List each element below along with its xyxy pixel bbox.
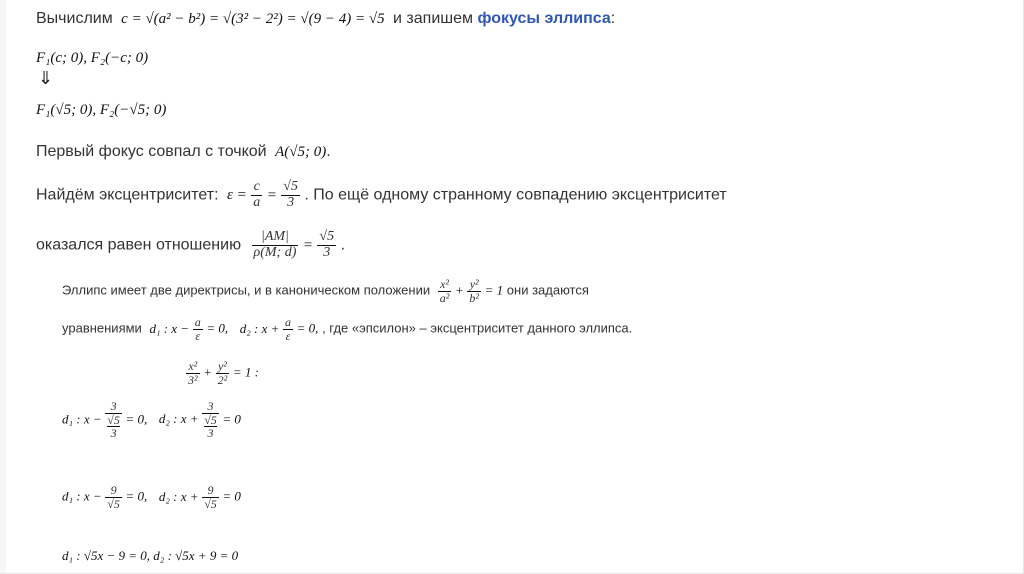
text-first-focus: Первый фокус совпал с точкой: [36, 143, 267, 160]
numerator-3: 3: [105, 400, 122, 414]
inner-denominator-3: 3: [110, 426, 117, 441]
line-first-focus: [36, 143, 331, 161]
text-coincidence: . По ещё одному странному совпадению эксцентриситет: [304, 186, 727, 204]
denominator-sqrt5: √5: [204, 496, 217, 511]
compound-fraction-d2: [202, 400, 219, 440]
formula-foci-general: F₁(c; 0), F₂(−c; 0): [36, 50, 149, 66]
numerator-y2: y²: [216, 360, 230, 374]
numerator-9: 9: [202, 484, 219, 498]
text-where-epsilon: , где «эпсилон» – эксцентриситет данного эллипса.: [322, 320, 633, 336]
denominator-22: 2²: [217, 372, 228, 387]
equals-zero: = 0,: [296, 320, 319, 336]
denominator-a: a: [253, 194, 261, 210]
denominator-eps: ε: [285, 328, 291, 343]
numerator-sqrt5: √5: [319, 229, 335, 244]
denominator-sqrt5-over-3: [105, 414, 122, 440]
plus-sign: +: [454, 282, 464, 298]
fraction-9-over-sqrt5: [202, 484, 219, 510]
equals-one: = 1: [484, 282, 504, 298]
numerator-x2: x²: [186, 360, 200, 374]
fraction-x2-32: [186, 360, 200, 386]
directrix-d2-label: d₂ : x +: [158, 411, 199, 427]
fraction-a-over-eps: [193, 316, 203, 342]
text-compute: Вычислим: [36, 10, 113, 27]
numerator-x2: x²: [438, 278, 452, 292]
text-given-by: они задаются: [506, 282, 589, 298]
formula-point-a: A(√5; 0): [275, 144, 327, 160]
epsilon-symbol: ε =: [226, 187, 247, 204]
text-and-write: и запишем: [393, 10, 473, 27]
denominator-b2: b²: [469, 290, 479, 305]
directrix-d1-label: d₁ : x −: [62, 411, 102, 427]
numerator-y2: y²: [467, 278, 481, 292]
text-equal-to-ratio: оказался равен отношению: [36, 236, 242, 254]
formula-c: c = √(a² − b²) = √(3² − 2²) = √(9 − 4) = √5: [121, 11, 385, 27]
directrix-d1-label: d₁ : x −: [149, 320, 190, 336]
denominator-rho: ρ(M; d): [253, 244, 297, 260]
denominator-3: 3: [287, 194, 295, 210]
line-directrix-equations: [62, 316, 632, 342]
fraction-sqrt5-over-3: [317, 230, 336, 260]
fraction-9-over-sqrt5: [105, 484, 122, 510]
numerator-am: |AM|: [252, 230, 299, 246]
denominator-sqrt5-over-3: [202, 414, 219, 440]
colon: :: [610, 10, 616, 27]
fraction-sqrt5-over-3: [281, 180, 300, 210]
fraction-x2-a2: [438, 278, 452, 304]
numerator-a: a: [285, 315, 292, 329]
directrix-d1-label: d₁ : x −: [62, 488, 102, 504]
directrix-d2-label: d₂ : x +: [239, 320, 280, 336]
numerator-c: c: [251, 180, 262, 196]
equals-zero: = 0,: [206, 320, 229, 336]
fraction-c-over-a: [251, 180, 262, 210]
text-equations: уравнениями: [62, 320, 142, 336]
line-compute-c: [36, 10, 615, 28]
implies-arrow-icon: ⇓: [38, 68, 54, 89]
equals-one: = 1 :: [232, 364, 259, 380]
text-find-eccentricity: Найдём эксцентриситет:: [36, 186, 219, 204]
text-two-directrices: Эллипс имеет две директрисы, и в каноническом положении: [62, 282, 431, 298]
compound-fraction-d1: [105, 400, 122, 440]
line-directrices-final: d₁ : √5x − 9 = 0, d₂ : √5x + 9 = 0: [62, 548, 239, 563]
line-directrices-intro: [62, 278, 589, 304]
period: .: [326, 143, 331, 160]
line-eccentricity: [36, 180, 727, 210]
equals-zero: = 0,: [125, 411, 148, 427]
equals-zero: = 0: [222, 488, 241, 504]
directrix-d2-label: d₂ : x +: [158, 488, 199, 504]
denominator-eps: ε: [195, 328, 201, 343]
numerator-a: a: [194, 315, 201, 329]
fraction-a-over-eps: [283, 316, 293, 342]
line-directrices-step2: [62, 484, 241, 510]
line-directrices-step1: [62, 400, 241, 440]
inner-numerator-sqrt5: √5: [107, 412, 120, 427]
denominator-sqrt5: √5: [107, 496, 120, 511]
plus-sign: +: [203, 364, 213, 380]
inner-denominator-3: 3: [207, 426, 214, 441]
line-ratio: [36, 230, 345, 260]
fraction-y2-22: [216, 360, 230, 386]
numerator-9: 9: [105, 484, 122, 498]
fraction-y2-b2: [467, 278, 481, 304]
highlight-foci: фокусы эллипса: [477, 10, 611, 27]
formula-foci-values: F₁(√5; 0), F₂(−√5; 0): [36, 102, 167, 118]
numerator-3: 3: [202, 400, 219, 414]
numerator-sqrt5: √5: [283, 179, 298, 194]
denominator-3: 3: [323, 244, 331, 260]
denominator-32: 3²: [188, 372, 198, 387]
line-ellipse-equation: [186, 360, 259, 386]
denominator-a2: a²: [439, 290, 450, 305]
period: .: [340, 236, 346, 254]
equals-zero: = 0,: [125, 488, 148, 504]
equals-zero: = 0: [222, 411, 241, 427]
inner-numerator-sqrt5: √5: [204, 412, 217, 427]
equals-sign: =: [266, 187, 277, 204]
equals-sign: =: [302, 237, 313, 254]
fraction-am-over-rho: [252, 230, 299, 260]
